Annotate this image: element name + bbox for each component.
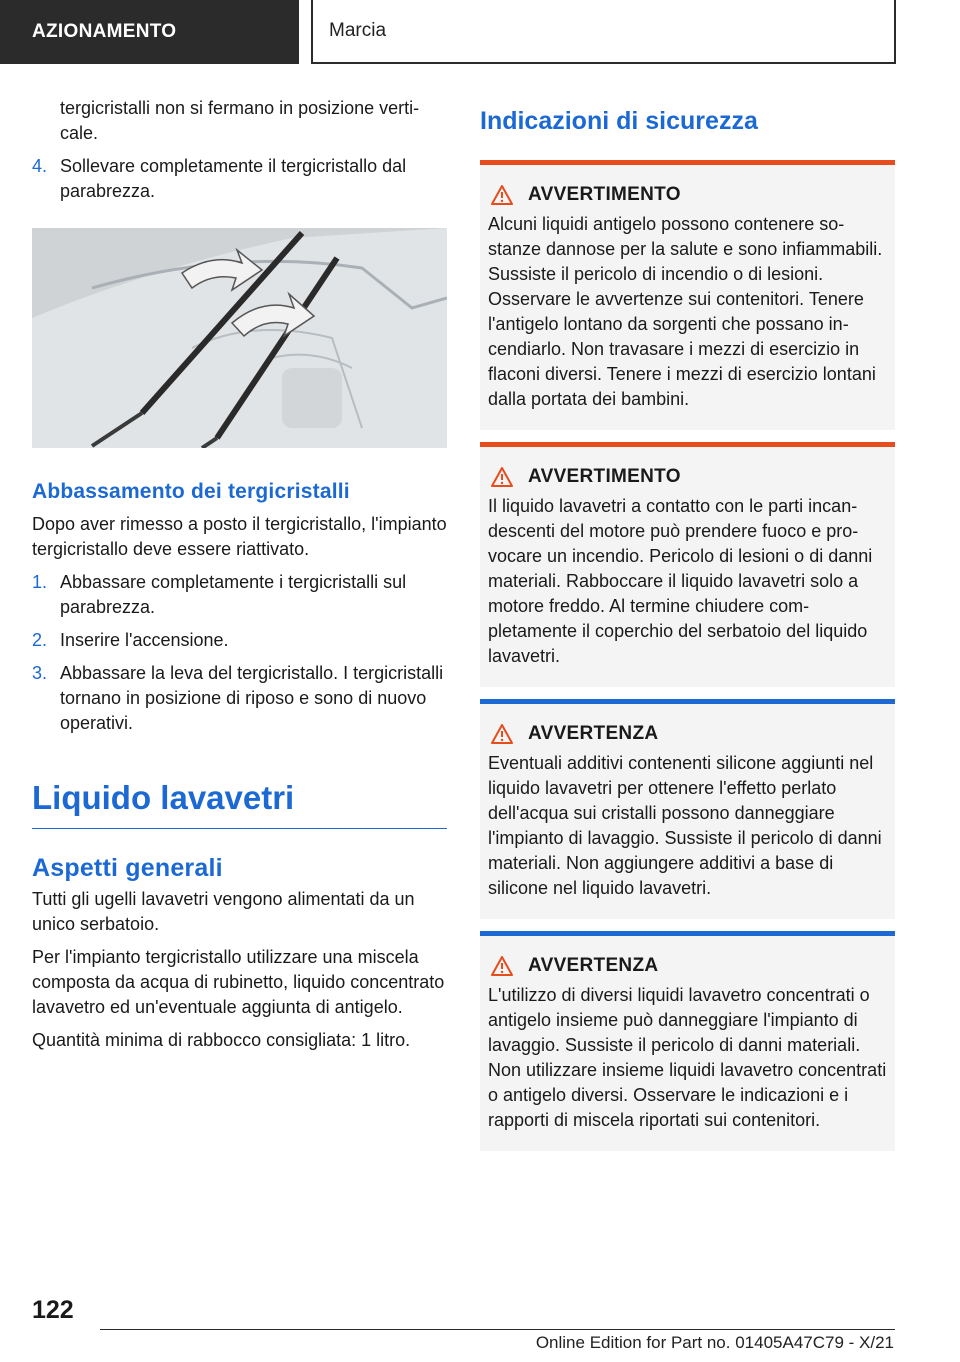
washer-paragraph: Per l'impianto tergicristallo utilizzare una miscela composta da acqua di rubinetto, liquido concentrato lavavetro ed un'eventuale aggiunta di antigelo. (32, 947, 445, 1017)
notice-text: L'utilizzo di diversi liquidi lavavetro concentrati o antigelo insieme può danneggiare l'impianto di lavaggio. Sussiste il pericolo di danni materiali. Non utilizzare insieme liquidi lavavetro concentrati o antigelo diversi. Osservare le indicazioni e i rapporti di miscela riportati sui contenitori. (488, 985, 887, 1130)
notice-box (480, 699, 895, 919)
notice-title: AVVERTENZA (528, 723, 659, 744)
warning-text: Alcuni liquidi antigelo possono contenere sostanze dannose per la salute e sono infiammabili. Sussiste il pericolo di incendio o di lesioni. Osservare le avvertenze sui contenitori. Tenere l'antigelo lontano da sorgenti che possano incendiarlo. Non travasare i mezzi di esercizio in flaconi diversi. Tenere i mezzi di esercizio lontani dalla portata dei bambini. (488, 214, 883, 409)
list-item (32, 154, 447, 204)
page-number: 122 (32, 1296, 74, 1324)
edition-footer: Online Edition for Part no. 01405A47C79 - X/21 (535, 1333, 894, 1352)
list-number: 4. (32, 156, 48, 176)
list-item (32, 628, 447, 653)
warning-title: AVVERTIMENTO (528, 184, 681, 205)
list-text: Inserire l'accensione. (60, 630, 229, 650)
notice-text: Eventuali additivi contenenti silicone aggiunti nel liquido lavavetri per ottenere l'effetto perlato dell'acqua sui cristalli possono danneggiare l'impianto di lavaggio. Sussiste il pericolo di danni materiali. Non aggiungere additivi a base di silicone nel liquido lavavetri. (488, 753, 882, 898)
chapter-tab: Marcia (311, 0, 896, 64)
left-column (32, 96, 447, 1061)
warning-triangle-icon (490, 723, 514, 745)
right-column (480, 96, 895, 1163)
safety-heading: Indicazioni di sicurezza (480, 107, 758, 135)
warning-triangle-icon (490, 466, 514, 488)
washer-fluid-heading: Liquido lavavetri (32, 776, 447, 829)
warning-box (480, 160, 895, 430)
general-aspects-heading: Aspetti generali (32, 854, 223, 882)
wiper-figure (32, 228, 447, 448)
warning-box (480, 442, 895, 687)
warning-title: AVVERTIMENTO (528, 466, 681, 487)
lowering-heading: Abbassamento dei tergicristalli (32, 480, 350, 503)
list-item (32, 570, 447, 620)
warning-text: Il liquido lavavetri a contatto con le parti incandescenti del motore può prendere fuoco e provocare un incendio. Pericolo di lesioni o di danni materiali. Rabboccare il liquido lavavetri solo a motore freddo. Al termine chiudere completamente il coperchio del serbatoio del liquido lavavetri. (488, 496, 873, 666)
list-text: Abbassare completamente i tergicristalli sul parabrezza. (60, 572, 407, 617)
list-item (32, 661, 447, 736)
washer-paragraph: Quantità minima di rabbocco consigliata: 1 litro. (32, 1030, 411, 1050)
list-number: 2. (32, 630, 48, 650)
washer-paragraph: Tutti gli ugelli lavavetri vengono alimentati da un unico serbatoio. (32, 889, 415, 934)
list-text: Sollevare completamente il tergicristallo dal parabrezza. (60, 156, 407, 201)
section-tab: AZIONAMENTO (0, 0, 299, 64)
list-number: 1. (32, 572, 48, 592)
footer-divider (100, 1329, 895, 1330)
warning-triangle-icon (490, 955, 514, 977)
lowering-text: Dopo aver rimesso a posto il tergicristallo, l'impianto tergicristallo deve essere riattivato. (32, 514, 447, 559)
intro-continuation: tergicristalli non si fermano in posizione verticale. (60, 98, 420, 143)
notice-box (480, 931, 895, 1151)
wiper-illustration (32, 228, 447, 448)
warning-triangle-icon (490, 184, 514, 206)
list-text: Abbassare la leva del tergicristallo. I tergicristalli tornano in posizione di riposo e sono di nuovo operativi. (60, 663, 444, 733)
notice-title: AVVERTENZA (528, 955, 659, 976)
list-number: 3. (32, 663, 48, 683)
